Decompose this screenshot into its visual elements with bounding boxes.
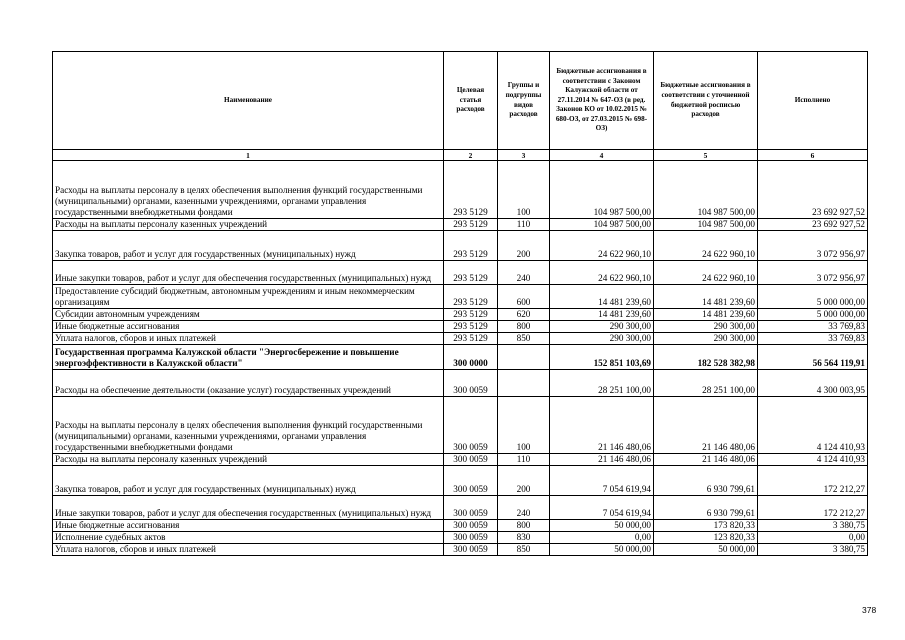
header-row xyxy=(53,52,868,150)
row-executed-amount: 33 769,83 xyxy=(758,321,868,333)
row-law-amount: 21 146 480,06 xyxy=(550,397,654,454)
row-law-amount: 21 146 480,06 xyxy=(550,454,654,466)
row-name: Уплата налогов, сборов и иных платежей xyxy=(53,333,444,345)
row-name: Расходы на выплаты персоналу в целях обеспечения выполнения функций государственными (муниципальными) органами, казенными учреждениями, органами управления государственными внебюджетными фондами xyxy=(53,397,444,454)
row-executed-amount: 23 692 927,52 xyxy=(758,161,868,219)
row-name: Иные бюджетные ассигнования xyxy=(53,321,444,333)
table-row xyxy=(53,496,868,520)
row-law-amount: 24 622 960,10 xyxy=(550,261,654,285)
row-target-article: 300 0059 xyxy=(444,370,498,397)
header-executed: Исполнено xyxy=(758,52,868,150)
header-target-article: Целевая статья расходов xyxy=(444,52,498,150)
table-row xyxy=(53,544,868,556)
row-expense-group: 800 xyxy=(498,321,550,333)
row-target-article: 300 0059 xyxy=(444,496,498,520)
row-expense-group: 110 xyxy=(498,454,550,466)
row-refined-amount: 50 000,00 xyxy=(654,544,758,556)
row-law-amount: 50 000,00 xyxy=(550,520,654,532)
row-law-amount: 24 622 960,10 xyxy=(550,231,654,261)
row-expense-group: 600 xyxy=(498,285,550,309)
row-expense-group xyxy=(498,345,550,370)
header-expense-groups: Группы и подгруппы видов расходов xyxy=(498,52,550,150)
row-law-amount: 14 481 239,60 xyxy=(550,309,654,321)
row-law-amount: 290 300,00 xyxy=(550,333,654,345)
row-executed-amount: 4 124 410,93 xyxy=(758,454,868,466)
column-number-row xyxy=(53,150,868,161)
row-name: Расходы на обеспечение деятельности (оказание услуг) государственных учреждений xyxy=(53,370,444,397)
row-executed-amount: 4 124 410,93 xyxy=(758,397,868,454)
table-row xyxy=(53,370,868,397)
row-law-amount: 104 987 500,00 xyxy=(550,219,654,231)
row-law-amount: 0,00 xyxy=(550,532,654,544)
budget-sheet xyxy=(52,51,867,556)
row-executed-amount: 172 212,27 xyxy=(758,466,868,496)
column-number: 2 xyxy=(444,150,498,161)
column-number: 6 xyxy=(758,150,868,161)
row-name: Исполнение судебных актов xyxy=(53,532,444,544)
row-expense-group: 100 xyxy=(498,397,550,454)
row-target-article: 293 5129 xyxy=(444,161,498,219)
row-expense-group: 110 xyxy=(498,219,550,231)
row-refined-amount: 21 146 480,06 xyxy=(654,454,758,466)
row-target-article: 293 5129 xyxy=(444,333,498,345)
row-refined-amount: 173 820,33 xyxy=(654,520,758,532)
table-row xyxy=(53,231,868,261)
row-name: Закупка товаров, работ и услуг для государственных (муниципальных) нужд xyxy=(53,231,444,261)
row-target-article: 300 0059 xyxy=(444,454,498,466)
row-executed-amount: 3 072 956,97 xyxy=(758,261,868,285)
table-row xyxy=(53,161,868,219)
table-row xyxy=(53,261,868,285)
row-refined-amount: 14 481 239,60 xyxy=(654,309,758,321)
row-target-article: 293 5129 xyxy=(444,321,498,333)
table-row xyxy=(53,532,868,544)
row-refined-amount: 290 300,00 xyxy=(654,333,758,345)
row-name: Предоставление субсидий бюджетным, автономным учреждениям и иным некоммерческим организациям xyxy=(53,285,444,309)
header-refined-allocations: Бюджетные ассигнования в соответствии с уточненной бюджетной росписью расходов xyxy=(654,52,758,150)
row-refined-amount: 28 251 100,00 xyxy=(654,370,758,397)
row-executed-amount: 23 692 927,52 xyxy=(758,219,868,231)
column-number: 3 xyxy=(498,150,550,161)
table-row xyxy=(53,285,868,309)
row-executed-amount: 33 769,83 xyxy=(758,333,868,345)
row-target-article: 300 0059 xyxy=(444,397,498,454)
header-law-allocations: Бюджетные ассигнования в соответствии с Законом Калужской области от 27.11.2014 № 647-ОЗ (в ред. Законов КО от 10.02.2015 № 680-ОЗ, от 27.03.2015 № 698-ОЗ) xyxy=(550,52,654,150)
row-name: Закупка товаров, работ и услуг для государственных (муниципальных) нужд xyxy=(53,466,444,496)
row-name: Уплата налогов, сборов и иных платежей xyxy=(53,544,444,556)
table-row xyxy=(53,309,868,321)
row-expense-group: 100 xyxy=(498,161,550,219)
row-executed-amount: 3 380,75 xyxy=(758,544,868,556)
row-target-article: 300 0059 xyxy=(444,532,498,544)
row-expense-group: 850 xyxy=(498,333,550,345)
table-row xyxy=(53,333,868,345)
row-executed-amount: 5 000 000,00 xyxy=(758,309,868,321)
column-number: 4 xyxy=(550,150,654,161)
row-law-amount: 7 054 619,94 xyxy=(550,466,654,496)
row-expense-group: 240 xyxy=(498,261,550,285)
row-law-amount: 28 251 100,00 xyxy=(550,370,654,397)
row-target-article: 300 0000 xyxy=(444,345,498,370)
row-target-article: 293 5129 xyxy=(444,219,498,231)
row-expense-group xyxy=(498,370,550,397)
row-refined-amount: 123 820,33 xyxy=(654,532,758,544)
row-name: Государственная программа Калужской области "Энергосбережение и повышение энергоэффективности в Калужской области" xyxy=(53,345,444,370)
row-executed-amount: 4 300 003,95 xyxy=(758,370,868,397)
row-name: Расходы на выплаты персоналу в целях обеспечения выполнения функций государственными (муниципальными) органами, казенными учреждениями, органами управления государственными внебюджетными фондами xyxy=(53,161,444,219)
column-number: 1 xyxy=(53,150,444,161)
row-law-amount: 104 987 500,00 xyxy=(550,161,654,219)
row-name: Иные бюджетные ассигнования xyxy=(53,520,444,532)
row-law-amount: 7 054 619,94 xyxy=(550,496,654,520)
table-row xyxy=(53,397,868,454)
row-name: Иные закупки товаров, работ и услуг для обеспечения государственных (муниципальных) нужд xyxy=(53,261,444,285)
row-target-article: 300 0059 xyxy=(444,544,498,556)
row-name: Расходы на выплаты персоналу казенных учреждений xyxy=(53,219,444,231)
row-refined-amount: 104 987 500,00 xyxy=(654,219,758,231)
row-refined-amount: 6 930 799,61 xyxy=(654,466,758,496)
row-expense-group: 850 xyxy=(498,544,550,556)
column-number: 5 xyxy=(654,150,758,161)
row-target-article: 293 5129 xyxy=(444,231,498,261)
row-name: Расходы на выплаты персоналу казенных учреждений xyxy=(53,454,444,466)
table-row xyxy=(53,520,868,532)
row-expense-group: 620 xyxy=(498,309,550,321)
row-refined-amount: 290 300,00 xyxy=(654,321,758,333)
row-law-amount: 290 300,00 xyxy=(550,321,654,333)
row-refined-amount: 14 481 239,60 xyxy=(654,285,758,309)
page-number: 378 xyxy=(862,605,877,615)
row-executed-amount: 5 000 000,00 xyxy=(758,285,868,309)
row-refined-amount: 24 622 960,10 xyxy=(654,261,758,285)
table-row xyxy=(53,321,868,333)
table-row xyxy=(53,219,868,231)
row-expense-group: 800 xyxy=(498,520,550,532)
table-row xyxy=(53,454,868,466)
row-expense-group: 200 xyxy=(498,231,550,261)
row-expense-group: 200 xyxy=(498,466,550,496)
row-executed-amount: 0,00 xyxy=(758,532,868,544)
row-target-article: 300 0059 xyxy=(444,466,498,496)
row-law-amount: 152 851 103,69 xyxy=(550,345,654,370)
row-expense-group: 240 xyxy=(498,496,550,520)
row-expense-group: 830 xyxy=(498,532,550,544)
row-refined-amount: 182 528 382,98 xyxy=(654,345,758,370)
row-refined-amount: 6 930 799,61 xyxy=(654,496,758,520)
row-law-amount: 50 000,00 xyxy=(550,544,654,556)
row-target-article: 293 5129 xyxy=(444,261,498,285)
budget-table xyxy=(52,51,868,556)
row-executed-amount: 3 380,75 xyxy=(758,520,868,532)
table-row xyxy=(53,466,868,496)
row-law-amount: 14 481 239,60 xyxy=(550,285,654,309)
row-executed-amount: 172 212,27 xyxy=(758,496,868,520)
row-executed-amount: 3 072 956,97 xyxy=(758,231,868,261)
row-refined-amount: 21 146 480,06 xyxy=(654,397,758,454)
row-executed-amount: 56 564 119,91 xyxy=(758,345,868,370)
row-name: Субсидии автономным учреждениям xyxy=(53,309,444,321)
table-row-program xyxy=(53,345,868,370)
row-target-article: 293 5129 xyxy=(444,309,498,321)
row-target-article: 293 5129 xyxy=(444,285,498,309)
row-refined-amount: 104 987 500,00 xyxy=(654,161,758,219)
row-refined-amount: 24 622 960,10 xyxy=(654,231,758,261)
row-name: Иные закупки товаров, работ и услуг для обеспечения государственных (муниципальных) нужд xyxy=(53,496,444,520)
row-target-article: 300 0059 xyxy=(444,520,498,532)
header-name: Наименование xyxy=(53,52,444,150)
